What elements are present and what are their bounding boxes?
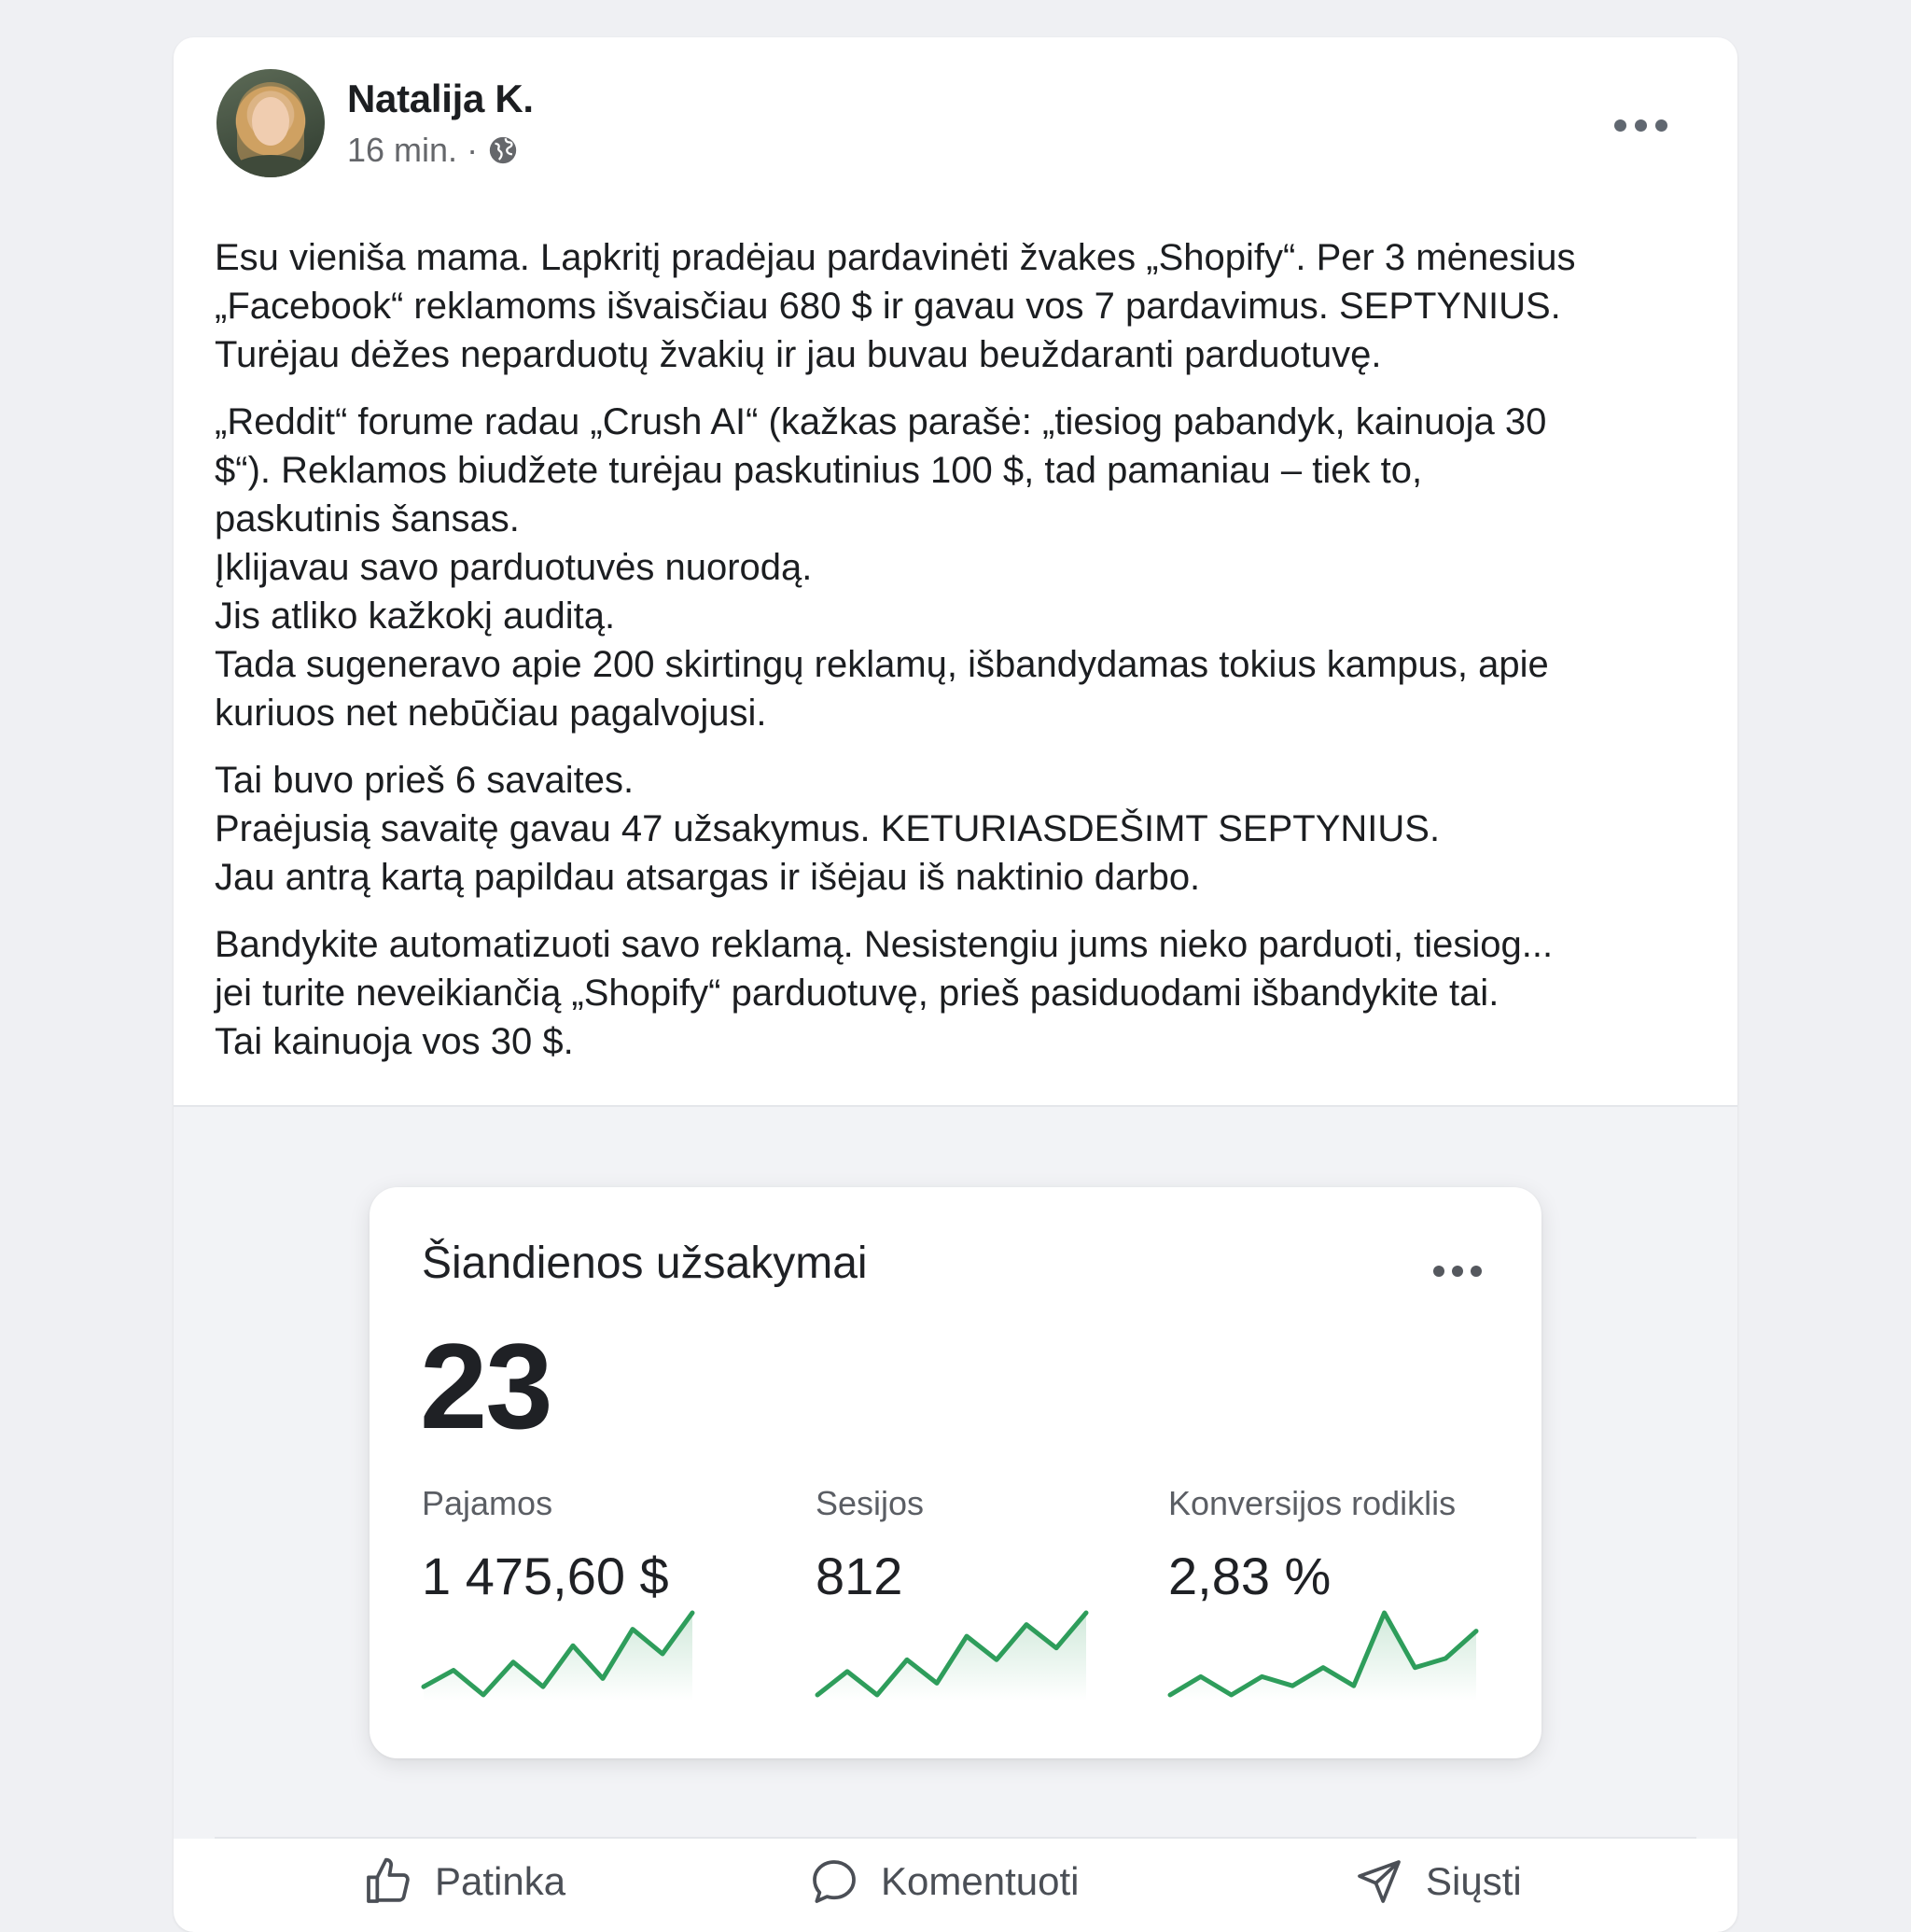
send-icon: [1353, 1855, 1405, 1908]
comment-bubble-icon: [808, 1855, 860, 1908]
post-paragraph: [215, 756, 1708, 902]
text-line: Įklijavau savo parduotuvės nuorodą.: [215, 547, 813, 588]
avatar-shoulders: [224, 155, 317, 177]
post-time[interactable]: 16 min.: [347, 131, 458, 169]
text-line: kuriuos net nebūčiau pagalvojusi.: [215, 693, 767, 734]
metric-label: Sesijos: [816, 1484, 925, 1522]
comment-label: Komentuoti: [881, 1859, 1080, 1903]
text-line: „Facebook“ reklamoms išvaisčiau 680 $ ir gavau vos 7 pardavimus. SEPTYNIUS.: [215, 286, 1561, 327]
globe-icon[interactable]: [487, 134, 519, 166]
post-paragraph: [215, 233, 1708, 379]
post-text: [215, 233, 1708, 1085]
text-line: Tada sugeneravo apie 200 skirtingų reklamų, išbandydamas tokius kampus, apie: [215, 644, 1549, 685]
avatar[interactable]: [216, 69, 325, 177]
metric-conversion: [1168, 1484, 1456, 1606]
text-line: Esu vieniša mama. Lapkritį pradėjau pardavinėti žvakes „Shopify“. Per 3 mėnesius: [215, 237, 1576, 278]
post-paragraph: [215, 398, 1708, 737]
text-line: jei turite neveikiančią „Shopify“ parduotuvę, prieš pasiduodami išbandykite tai.: [215, 973, 1500, 1014]
sparkline-area: [424, 1613, 692, 1701]
text-line: Tai kainuoja vos 30 $.: [215, 1021, 574, 1062]
post-header: [216, 69, 1700, 181]
sessions-sparkline: [812, 1607, 1092, 1701]
meta-separator: ·: [467, 131, 479, 169]
metric-value: 812: [816, 1547, 903, 1605]
more-horizontal-icon[interactable]: [1614, 119, 1670, 134]
metric-label: Pajamos: [422, 1484, 553, 1522]
share-label: Siųsti: [1426, 1859, 1522, 1903]
conversion-sparkline: [1165, 1607, 1482, 1701]
text-line: Jau antrą kartą papildau atsargas ir išėjau iš naktinio darbo.: [215, 857, 1201, 898]
text-line: „Reddit“ forume radau „Crush AI“ (kažkas parašė: „tiesiog pabandyk, kainuoja 30: [215, 401, 1547, 442]
text-line: Praėjusią savaitę gavau 47 užsakymus. KETURIASDEŠIMT SEPTYNIUS.: [215, 808, 1441, 849]
avatar-face: [252, 97, 289, 146]
metric-value: 2,83 %: [1168, 1547, 1332, 1605]
text-line: Bandykite automatizuoti savo reklamą. Nesistengiu jums nieko parduoti, tiesiog...: [215, 924, 1554, 965]
metric-label: Konversijos rodiklis: [1168, 1484, 1457, 1522]
share-button[interactable]: [1353, 1855, 1522, 1908]
post-paragraph: [215, 920, 1708, 1066]
text-line: Turėjau dėžes neparduotų žvakių ir jau buvau beuždaranti parduotuvę.: [215, 334, 1382, 375]
orders-count: 23: [420, 1318, 551, 1454]
post-meta: [347, 131, 519, 170]
card-more-icon: [1433, 1266, 1486, 1279]
metric-sessions: [816, 1484, 924, 1606]
comment-button[interactable]: [808, 1855, 1079, 1908]
metric-revenue: [422, 1484, 669, 1606]
actions-divider: [215, 1837, 1696, 1839]
like-label: Patinka: [435, 1859, 566, 1903]
like-button[interactable]: [362, 1855, 565, 1908]
post-media[interactable]: [174, 1107, 1737, 1839]
orders-dashboard-card: [370, 1187, 1541, 1758]
text-line: paskutinis šansas.: [215, 498, 520, 539]
post-actions: [174, 1841, 1737, 1932]
feed-post: [174, 37, 1737, 1932]
text-line: Jis atliko kažkokį auditą.: [215, 595, 616, 637]
text-line: $“). Reklamos biudžete turėjau paskutinius 100 $, tad pamaniau – tiek to,: [215, 450, 1423, 491]
revenue-sparkline: [418, 1607, 698, 1701]
text-line: Tai buvo prieš 6 savaites.: [215, 760, 635, 801]
card-title: Šiandienos užsakymai: [422, 1239, 868, 1288]
thumbs-up-icon: [362, 1855, 414, 1908]
metric-value: 1 475,60 $: [422, 1547, 669, 1605]
author-name[interactable]: Natalija K.: [347, 77, 534, 120]
